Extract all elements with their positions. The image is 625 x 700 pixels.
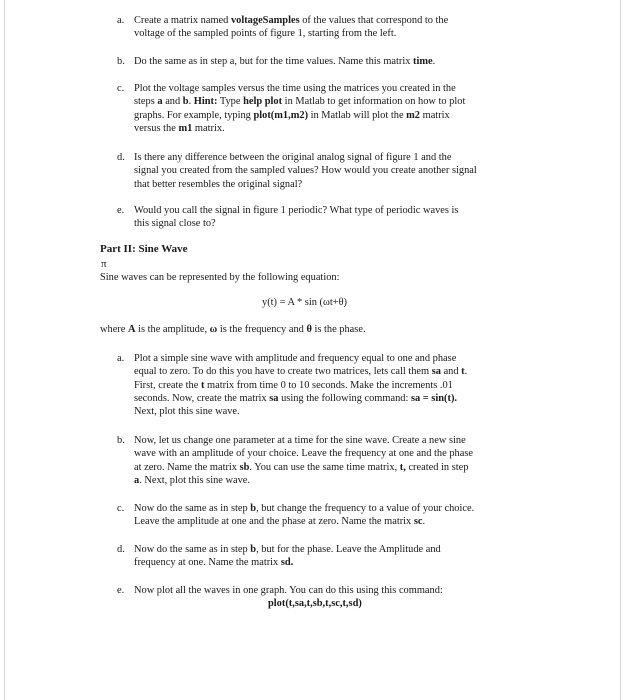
list-item-text: Plot the voltage samples versus the time using the matrices you created in the steps a and b. Hint: Type help plot in Matlab to get information on how to plot graphs. For example, typing plot(m1,m2) in Matlab will plot the m2 matrix versus the m1 matrix. bbox=[134, 83, 466, 134]
page-border-left bbox=[4, 0, 5, 700]
list-item-text: Now plot all the waves in one graph. You can do this using this command: bbox=[134, 585, 443, 596]
list-label: a. bbox=[117, 15, 125, 26]
list-item-text: Plot a simple sine wave with amplitude and frequency equal to one and phase equal to zero. To do this you have to create two matrices, lets call them sa and t. First, create the t matrix from time 0 to 10 seconds. Make the increments .01 seconds. Now, create the matrix sa using the following command: sa = sin(t). Next, plot this sine wave. bbox=[134, 353, 468, 418]
list-label: c. bbox=[117, 503, 125, 514]
list-label: c. bbox=[117, 83, 125, 94]
list-label: e. bbox=[117, 585, 125, 596]
intro-text: Sine waves can be represented by the following equation: bbox=[100, 272, 340, 283]
list-item-text: Would you call the signal in figure 1 periodic? What type of periodic waves is this signal close to? bbox=[134, 205, 459, 230]
list-item-text: Do the same as in step a, but for the time values. Name this matrix time. bbox=[134, 56, 436, 67]
list-label: d. bbox=[117, 544, 125, 555]
sine-equation: y(t) = A * sin (ωt+θ) bbox=[262, 297, 348, 308]
list-label: a. bbox=[117, 353, 125, 364]
pi-symbol: π bbox=[101, 258, 107, 270]
list-label: b. bbox=[117, 435, 125, 446]
page-border-right bbox=[620, 0, 621, 700]
list-label: b. bbox=[117, 56, 125, 67]
list-label: e. bbox=[117, 205, 125, 216]
where-text: where A is the amplitude, ω is the frequency and θ is the phase. bbox=[100, 324, 366, 335]
list-item-text: Now do the same as in step b, but for the phase. Leave the Amplitude and frequency at one. Name the matrix sd. bbox=[134, 544, 441, 569]
plot-command: plot(t,sa,t,sb,t,sc,t,sd) bbox=[268, 598, 362, 609]
list-item-text: Now do the same as in step b, but change the frequency to a value of your choice. Leave the amplitude at one and the phase at zero. Name the matrix sc. bbox=[134, 503, 475, 528]
section-heading: Part II: Sine Wave bbox=[100, 243, 188, 255]
list-item-text: Now, let us change one parameter at a time for the sine wave. Create a new sine wave with an amplitude of your choice. Leave the frequency at one and the phase at zero. Name the matrix sb. You can use the same time matrix, t, created in step a. Next, plot this sine wave. bbox=[134, 435, 473, 486]
list-item-text: Is there any difference between the original analog signal of figure 1 and the signal you created from the sampled values? How would you create another signal that better resembles the original signal? bbox=[134, 152, 477, 190]
list-label: d. bbox=[117, 152, 125, 163]
list-item-text: Create a matrix named voltageSamples of the values that correspond to the voltage of the sampled points of figure 1, starting from the left. bbox=[134, 15, 449, 40]
